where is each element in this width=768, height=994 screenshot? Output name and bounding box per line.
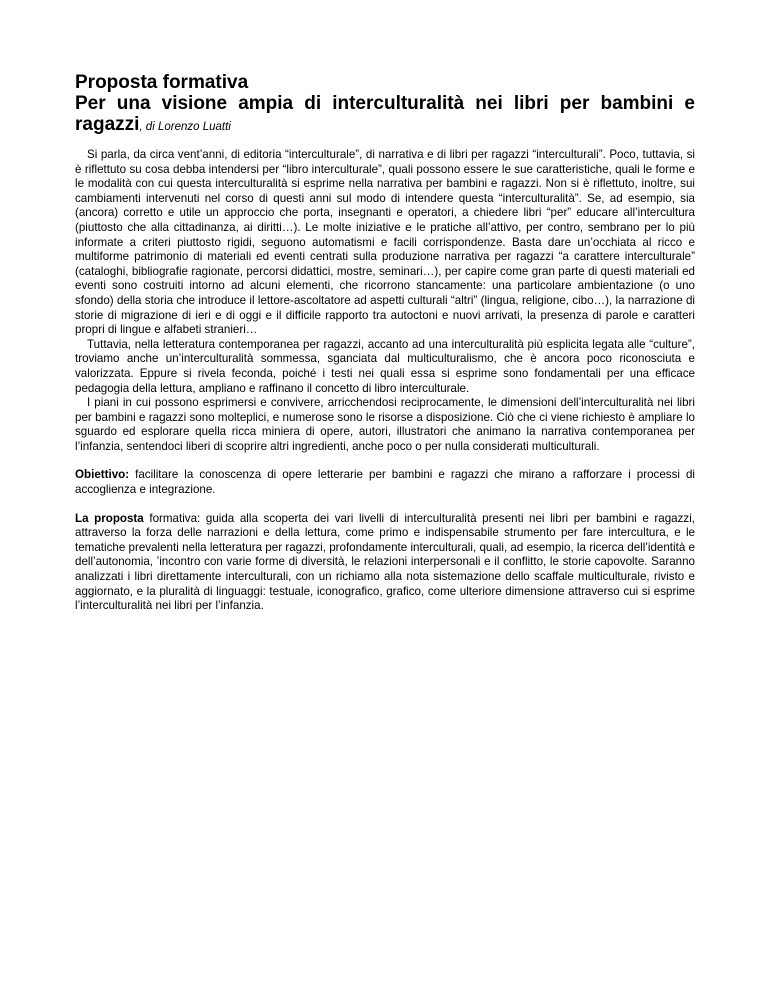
proposal-paragraph: [75, 512, 695, 614]
author-byline: , di Lorenzo Luatti: [139, 121, 231, 133]
document-page: [75, 72, 695, 614]
intro-paragraph-2: Tuttavia, nella letteratura contemporanea per ragazzi, accanto ad una interculturalità più esplicita legata alle “culture”, troviamo anche un’interculturalità sommessa, sganciata dal multiculturalismo, che è ancora poco riconosciuta e valorizzata. Eppure si rivela feconda, poiché i testi nei quali essa si esprime sono fondamentali per una efficace pedagogia della lettura, ampliano e raffinano il concetto di libro interculturale.: [75, 337, 695, 395]
proposal-label: La proposta: [75, 511, 144, 525]
objective-paragraph: [75, 468, 695, 497]
title-line-1: Proposta formativa: [75, 72, 249, 93]
intro-paragraph-3: I piani in cui possono esprimersi e convivere, arricchendosi reciprocamente, le dimensioni dell’interculturalità nei libri per bambini e ragazzi sono molteplici, e numerose sono le risorse a disposizione. Ciò che ci viene richiesto è ampliare lo sguardo ed esplorare quella ricca miniera di opere, autori, illustratori che animano la narrativa contemporanea per l’infanzia, sentendoci liberi di scoprire altri ingredienti, anche poco o per nulla considerati multiculturali.: [75, 396, 695, 453]
objective-text: facilitare la conoscenza di opere letterarie per bambini e ragazzi che mirano a rafforzare i processi di accoglienza e integrazione.: [75, 468, 695, 497]
intro-paragraph-1: Si parla, da circa vent’anni, di editoria “interculturale”, di narrativa e di libri per ragazzi “interculturali”. Poco, tuttavia, si è riflettuto su cosa debba intendersi per “libro interculturale”, quali possono essere le sue caratteristiche, quali le forme e le modalità con cui questa interculturalità si esprime nella narrativa per bambini e ragazzi. Non si è riflettuto, inoltre, sui cambiamenti intervenuti nel corso di questi anni sul modo di intendere questa “interculturalità”. Se, ad esempio, sia (ancora) corretto e utile un approccio che porta, insegnanti e operatori, a chiedere libri “per” educare all’intercultura (piuttosto che alla cittadinanza, ai diritti…). Le molte iniziative e le pratiche all’attivo, per contro, sembrano per lo più informate a criteri piuttosto rigidi, seguono automatismi e facili corrispondenze. Basta dare un’occhiata al ricco e multiforme patrimonio di materiali ed eventi centrati sulla produzione narrativa per ragazzi “a carattere interculturale” (cataloghi, bibliografie ragionate, percorsi didattici, mostre, seminari…), per capire come gran parte di questi materiali ed eventi sono costruiti intorno ad alcuni elementi, che ricorrono stancamente: una particolare ambientazione (o uno sfondo) della storia che introduce il lettore-ascoltatore ad aspetti culturali “altri” (lingua, religione, cibo…), la narrazione di storie di migrazione di ieri e di oggi e il difficile rapporto tra autoctoni e nuovi arrivati, la presenza di parole e caratteri propri di lingue e alfabeti stranieri…: [75, 148, 695, 337]
proposal-text: formativa: guida alla scoperta dei vari livelli di interculturalità presenti nei libri per bambini e ragazzi, attraverso la forza delle narrazioni e della lettura, come primo e indispensabile strumento per fare intercultura, e le tematiche prevalenti nella letteratura per ragazzi, profondamente interculturali, quali, ad esempio, la ricerca dell’identità e dell’autonomia, ’incontro con varie forme di diversità, le relazioni interpersonali e il conflitto, le storie capovolte. Saranno analizzati i libri direttamente interculturali, con un richiamo alla nota sistemazione dello scaffale multiculturale, rivisto e aggiornato, e la pluralità di linguaggi: testuale, iconografico, grafico, come ulteriore dimensione attraverso cui si esprime l’interculturalità nei libri per l’infanzia.: [75, 511, 695, 613]
objective-label: Obiettivo:: [75, 468, 130, 482]
intro-text: [75, 148, 695, 454]
proposal-section: [75, 512, 695, 614]
title-line-2: Per una visione ampia di interculturalità nei libri per bambini e ragazzi: [75, 93, 695, 135]
document-title: [75, 72, 695, 138]
objective-section: [75, 468, 695, 497]
